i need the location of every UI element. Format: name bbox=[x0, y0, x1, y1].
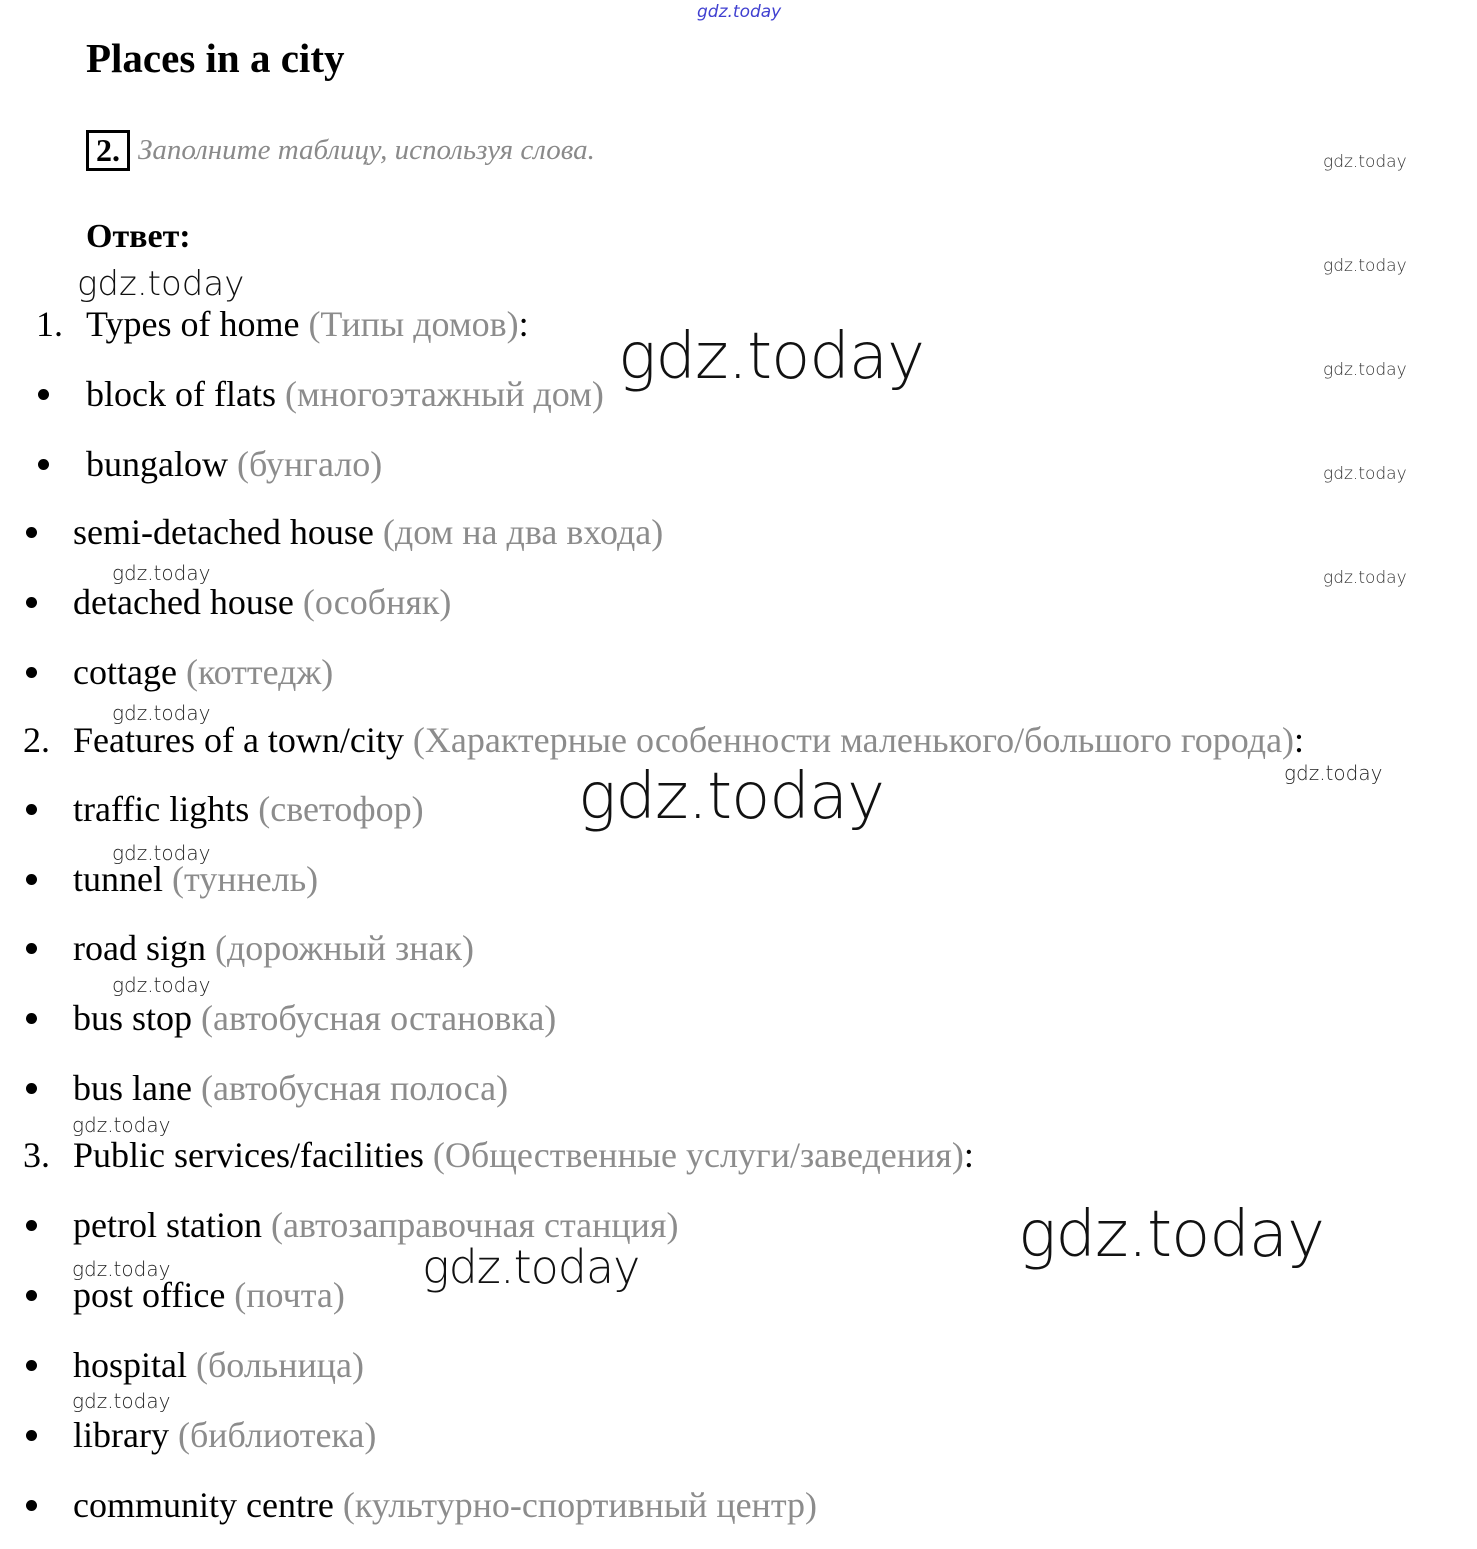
list-item bbox=[73, 650, 333, 694]
watermark: gdz.today bbox=[1323, 152, 1407, 172]
item-ru: (туннель) bbox=[171, 859, 319, 899]
task-number: 2. bbox=[86, 130, 130, 171]
bullet-icon bbox=[26, 527, 37, 538]
item-ru: (коттедж) bbox=[185, 652, 334, 692]
item-en: hospital bbox=[73, 1345, 187, 1385]
item-ru: (почта) bbox=[234, 1275, 345, 1315]
bullet-icon bbox=[38, 459, 49, 470]
bullet-icon bbox=[26, 1500, 37, 1511]
watermark: gdz.today bbox=[72, 1113, 171, 1137]
heading-suffix: : bbox=[1294, 720, 1305, 760]
watermark: gdz.today bbox=[112, 701, 211, 725]
list-item bbox=[86, 442, 382, 486]
bullet-icon bbox=[26, 597, 37, 608]
bullet-icon bbox=[26, 667, 37, 678]
item-en: cottage bbox=[73, 652, 177, 692]
section-number: 1. bbox=[36, 304, 63, 344]
list-item bbox=[73, 1066, 508, 1110]
item-ru: (автобусная полоса) bbox=[200, 1068, 509, 1108]
task-text: Заполните таблицу, используя слова. bbox=[138, 134, 595, 166]
item-ru: (больница) bbox=[196, 1345, 364, 1385]
item-ru: (бунгало) bbox=[236, 444, 383, 484]
list-item bbox=[73, 580, 451, 624]
bullet-icon bbox=[26, 1220, 37, 1231]
item-ru: (светофор) bbox=[258, 789, 424, 829]
item-ru: (многоэтажный дом) bbox=[284, 374, 604, 414]
item-en: bus lane bbox=[73, 1068, 192, 1108]
section-heading bbox=[73, 718, 1304, 762]
item-en: bus stop bbox=[73, 998, 193, 1038]
watermark: gdz.today bbox=[422, 1240, 640, 1294]
section-heading-en: Public services/facilities bbox=[73, 1135, 424, 1175]
list-item bbox=[73, 787, 424, 831]
bullet-icon bbox=[26, 1430, 37, 1441]
section-heading-en: Features of a town/city bbox=[73, 720, 404, 760]
answer-label: Ответ: bbox=[86, 218, 191, 255]
item-en: petrol station bbox=[73, 1205, 262, 1245]
watermark: gdz.today bbox=[1323, 568, 1407, 588]
item-en: traffic lights bbox=[73, 789, 250, 829]
task-instruction bbox=[86, 130, 595, 171]
bullet-icon bbox=[26, 804, 37, 815]
watermark: gdz.today bbox=[618, 320, 924, 394]
watermark: gdz.today bbox=[112, 841, 211, 865]
item-en: tunnel bbox=[73, 859, 163, 899]
watermark: gdz.today bbox=[1323, 464, 1407, 484]
section-number: 3. bbox=[23, 1135, 50, 1175]
watermark: gdz.today bbox=[112, 561, 211, 585]
item-ru: (автозаправочная станция) bbox=[270, 1205, 679, 1245]
list-item bbox=[73, 1343, 364, 1387]
watermark: gdz.today bbox=[697, 2, 782, 22]
item-ru: (особняк) bbox=[302, 582, 452, 622]
item-ru: (автобусная остановка) bbox=[201, 998, 557, 1038]
item-en: semi-detached house bbox=[73, 512, 374, 552]
section-heading-ru: (Общественные услуги/заведения) bbox=[432, 1135, 964, 1175]
watermark: gdz.today bbox=[1323, 256, 1407, 276]
item-en: road sign bbox=[73, 928, 206, 968]
bullet-icon bbox=[26, 874, 37, 885]
list-item bbox=[73, 1483, 817, 1527]
item-ru: (библиотека) bbox=[177, 1415, 377, 1455]
item-ru: (культурно-спортивный центр) bbox=[342, 1485, 817, 1525]
section-heading bbox=[73, 1133, 974, 1177]
bullet-icon bbox=[26, 1290, 37, 1301]
item-en: post office bbox=[73, 1275, 226, 1315]
list-item bbox=[73, 926, 474, 970]
list-item bbox=[73, 1413, 376, 1457]
page-title: Places in a city bbox=[86, 35, 345, 81]
bullet-icon bbox=[26, 1360, 37, 1371]
list-item bbox=[73, 996, 556, 1040]
section-heading bbox=[86, 302, 529, 346]
bullet-icon bbox=[26, 1083, 37, 1094]
item-en: detached house bbox=[73, 582, 294, 622]
watermark: gdz.today bbox=[112, 973, 211, 997]
watermark: gdz.today bbox=[77, 264, 245, 304]
list-item bbox=[86, 372, 604, 416]
watermark: gdz.today bbox=[1018, 1198, 1324, 1272]
item-en: library bbox=[73, 1415, 169, 1455]
item-en: block of flats bbox=[86, 374, 276, 414]
watermark: gdz.today bbox=[1323, 360, 1407, 380]
bullet-icon bbox=[38, 389, 49, 400]
watermark: gdz.today bbox=[578, 760, 884, 834]
bullet-icon bbox=[26, 1013, 37, 1024]
item-ru: (дом на два входа) bbox=[382, 512, 664, 552]
watermark: gdz.today bbox=[1284, 761, 1383, 785]
section-heading-ru: (Типы домов) bbox=[308, 304, 519, 344]
item-ru: (дорожный знак) bbox=[214, 928, 474, 968]
section-heading-en: Types of home bbox=[86, 304, 300, 344]
section-heading-ru: (Характерные особенности маленького/большого города) bbox=[412, 720, 1295, 760]
watermark: gdz.today bbox=[72, 1257, 171, 1281]
section-number: 2. bbox=[23, 720, 50, 760]
heading-suffix: : bbox=[963, 1135, 974, 1175]
item-en: community centre bbox=[73, 1485, 334, 1525]
watermark: gdz.today bbox=[72, 1389, 171, 1413]
heading-suffix: : bbox=[518, 304, 529, 344]
item-en: bungalow bbox=[86, 444, 228, 484]
list-item bbox=[73, 510, 663, 554]
bullet-icon bbox=[26, 943, 37, 954]
